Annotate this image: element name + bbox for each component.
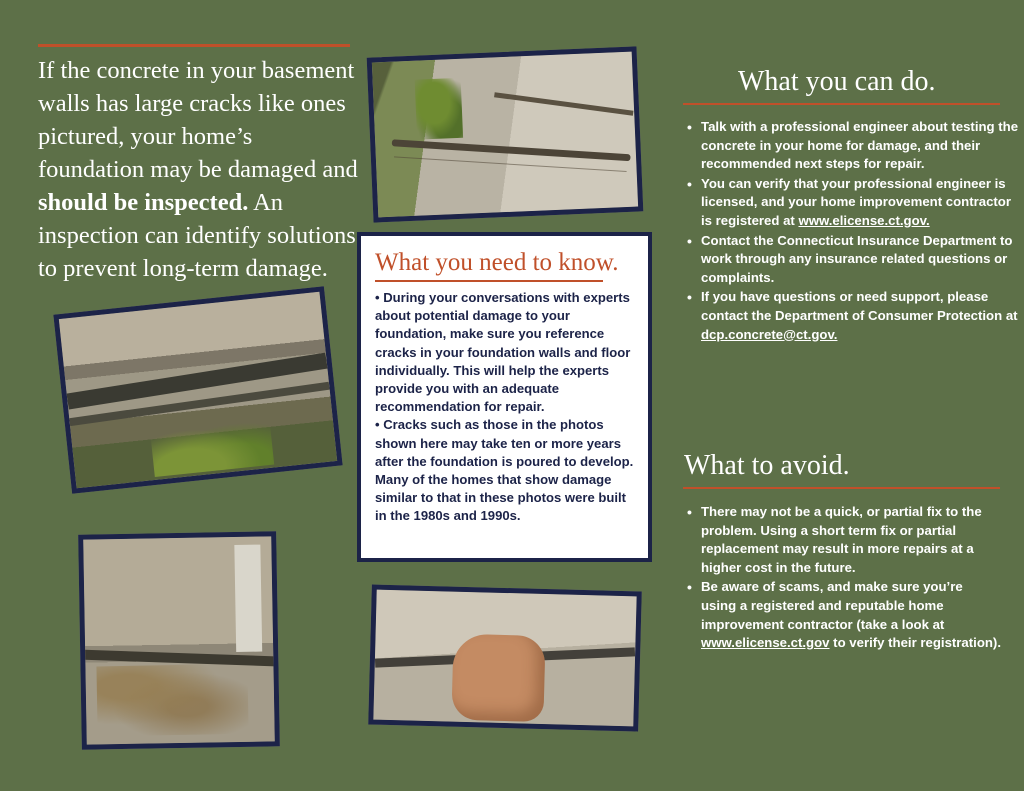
what-you-need-to-know-box <box>357 232 652 562</box>
what-to-avoid-divider <box>683 487 1000 489</box>
photo-wall-left <box>53 286 342 493</box>
photo-wall-left-image <box>59 292 337 488</box>
list-item-text: If you have questions or need support, please contact the Department of Consumer Protection at <box>701 289 1018 323</box>
list-item-text: Contact the Connecticut Insurance Department to work through any insurance related questions or complaints. <box>701 232 1013 285</box>
intro-text-part2: An inspection can identify solutions to prevent long-term damage. <box>38 189 356 282</box>
photo-crack-top <box>367 46 644 222</box>
photo-crack-top-foliage <box>414 77 462 139</box>
intro-text-part1: If the concrete in your basement walls has large cracks like ones pictured, your home’s foundation may be damaged and <box>38 57 358 183</box>
photo-hand <box>368 584 642 731</box>
list-item <box>701 503 1001 577</box>
photo-hand-image <box>373 590 636 727</box>
know-box-body <box>375 289 636 526</box>
know-box-paragraph-1: • During your conversations with experts about potential damage to your foundation, make sure you reference cracks in your foundation walls and floor individually. This will help the experts provide you with an adequate recommendation for repair. <box>375 290 631 415</box>
know-box-title: What you need to know. <box>375 249 619 276</box>
list-item <box>701 288 1021 344</box>
list-item-text-after: to verify their registration). <box>829 635 1001 651</box>
list-item-text: Talk with a professional engineer about testing the concrete in your home for damage, and their recommended next steps for repair. <box>701 119 1019 172</box>
list-item <box>701 578 1001 652</box>
know-box-paragraph-2: • Cracks such as those in the photos shown here may take ten or more years after the foundation is poured to develop. Many of the homes that show damage similar to that in these photos were built in the 1980s and 1990s. <box>375 417 634 524</box>
know-box-divider <box>375 280 603 282</box>
intro-text-emphasis: should be inspected. <box>38 189 249 216</box>
elicense-link-avoid[interactable]: www.elicense.ct.gov <box>701 635 830 651</box>
list-item-text: Be aware of scams, and make sure you’re using a registered and reputable home improvement contractor (take a look at <box>701 579 963 632</box>
what-you-can-do-list <box>683 118 1021 345</box>
elicense-link[interactable]: www.elicense.ct.gov. <box>798 212 930 228</box>
intro-divider <box>38 44 350 47</box>
photo-wall-bottom-image <box>83 536 275 744</box>
what-you-can-do-title: What you can do. <box>738 66 936 97</box>
what-you-can-do-divider <box>683 103 1000 105</box>
list-item <box>701 232 1021 288</box>
photo-hand-hand <box>451 633 545 721</box>
dcp-concrete-email-link[interactable]: dcp.concrete@ct.gov. <box>701 326 838 342</box>
photo-wall-left-weeds <box>149 414 274 476</box>
what-to-avoid-list <box>683 503 1001 654</box>
what-to-avoid-title: What to avoid. <box>684 450 850 481</box>
photo-wall-bottom-post <box>234 545 262 652</box>
list-item-text: You can verify that your professional engineer is licensed, and your home improvement contractor is registered at <box>701 175 1011 228</box>
list-item <box>701 175 1021 231</box>
list-item <box>701 118 1021 174</box>
photo-crack-top-crack-main <box>391 139 630 161</box>
photo-crack-top-image <box>372 52 638 218</box>
intro-text <box>38 54 358 285</box>
photo-crack-top-crack-secondary <box>494 92 634 116</box>
photo-wall-bottom-roots <box>97 664 249 736</box>
photo-wall-bottom <box>78 531 280 749</box>
list-item-text: There may not be a quick, or partial fix to the problem. Using a short term fix or partial replacement may result in more repairs at a higher cost in the future. <box>701 504 982 575</box>
photo-wall-bottom-crack-main <box>78 649 280 666</box>
